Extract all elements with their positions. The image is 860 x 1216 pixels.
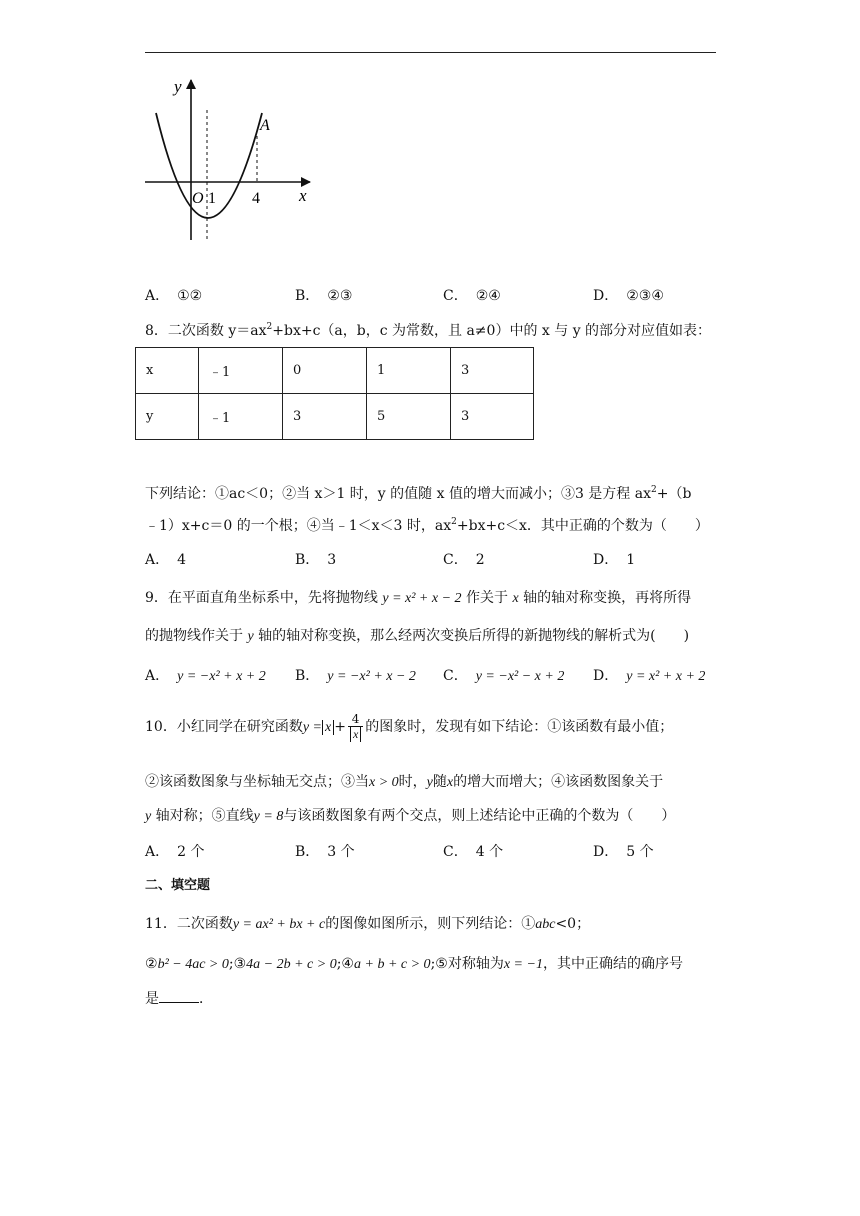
parabola-graph [140,75,320,247]
q10-option-b[interactable]: B． 3 个 [295,844,355,860]
table-cell: 3 [451,394,534,440]
table-cell: y [136,394,199,440]
q8-conclusions-line1: 下列结论：①ac＜0；②当 x＞1 时，y 的值随 x 值的增大而减小；③3 是方程 $ax^2+(b$ [145,485,692,502]
section-heading-fill-in: 二、填空题 [145,878,211,893]
answer-blank[interactable] [159,988,199,1003]
q7-option-a[interactable]: A． ①② [145,288,203,304]
q8-value-table [135,347,534,440]
q10-stem-line1: 10．小红同学在研究函数y = x + $\frac{4}{x}$ 的图象时，发现有如下结论：①该函数有最小值； [145,711,674,741]
table-cell: 3 [283,394,367,440]
q7-option-c[interactable]: C． ②④ [443,288,501,304]
q9-option-d[interactable]: D． y = x² + x + 2 [593,668,706,684]
table-row [136,394,534,440]
q9-option-b[interactable]: B． y = −x² + x − 2 [295,668,416,684]
q7-option-d[interactable]: D． ②③④ [593,288,664,304]
table-cell: 1 [367,348,451,394]
y-axis-label: y [174,77,182,96]
q10-option-c[interactable]: C． 4 个 [443,844,504,860]
q10-option-d[interactable]: D． 5 个 [593,844,654,860]
header-rule [145,52,716,53]
q8-option-d[interactable]: D． 1 [593,552,636,568]
q11-stem-line3: 是 ． [145,988,213,1009]
q10-stem-line3: y 轴对称；⑤直线y = 8与该函数图象有两个交点，则上述结论中正确的个数为（ ） [145,808,676,824]
q11-stem-line1: 11．二次函数y = ax² + bx + c的图像如图所示，则下列结论：①abc<0； [145,916,591,932]
table-cell: 3 [451,348,534,394]
tick-label-4: 4 [252,190,260,207]
table-row [136,348,534,394]
q9-stem-line1: 9．在平面直角坐标系中，先将抛物线 y = x² + x − 2 作关于 x 轴的轴对称变换，再将所得 [145,590,692,606]
q8-conclusions-line2: ﹣1）x+c＝0 的一个根；④当﹣1＜x＜3 时，$ax^2+bx+c<x$．其中正确的个数为（ ） [145,517,709,534]
q8-option-b[interactable]: B． 3 [295,552,337,568]
table-cell: ﹣1 [199,348,283,394]
q9-stem-line2: 的抛物线作关于 y 轴的轴对称变换，那么经两次变换后所得的新抛物线的解析式为( ) [145,628,690,644]
q8-option-c[interactable]: C． 2 [443,552,485,568]
table-cell: 5 [367,394,451,440]
q9-option-a[interactable]: A． y = −x² + x + 2 [145,668,266,684]
x-axis-label: x [299,186,307,205]
q9-option-c[interactable]: C． y = −x² − x + 2 [443,668,565,684]
abs-x: x [322,720,334,735]
table-cell: ﹣1 [199,394,283,440]
table-cell: x [136,348,199,394]
q10-option-a[interactable]: A． 2 个 [145,844,205,860]
q8-option-a[interactable]: A． 4 [145,552,187,568]
q11-stem-line2: ②b² − 4ac > 0;③4a − 2b + c > 0;④a + b + c > 0;⑤对称轴为x = −1，其中正确结的确序号 [145,956,683,972]
q8-stem: 8．二次函数 $y=ax^2+bx+c(a$，b，c 为常数，且 a≠0）中的 x 与 y 的部分对应值如表： [145,322,712,339]
tick-label-1: 1 [208,190,216,207]
table-cell: 0 [283,348,367,394]
fraction-4-over-abs-x: $\frac{4}{x}$ [348,713,363,742]
point-a-label: A [260,117,270,134]
q7-option-b[interactable]: B． ②③ [295,288,353,304]
q10-stem-line2: ②该函数图象与坐标轴无交点；③当x > 0时，y随x的增大而增大；④该函数图象关于 [145,774,664,790]
origin-label: O [192,190,204,207]
